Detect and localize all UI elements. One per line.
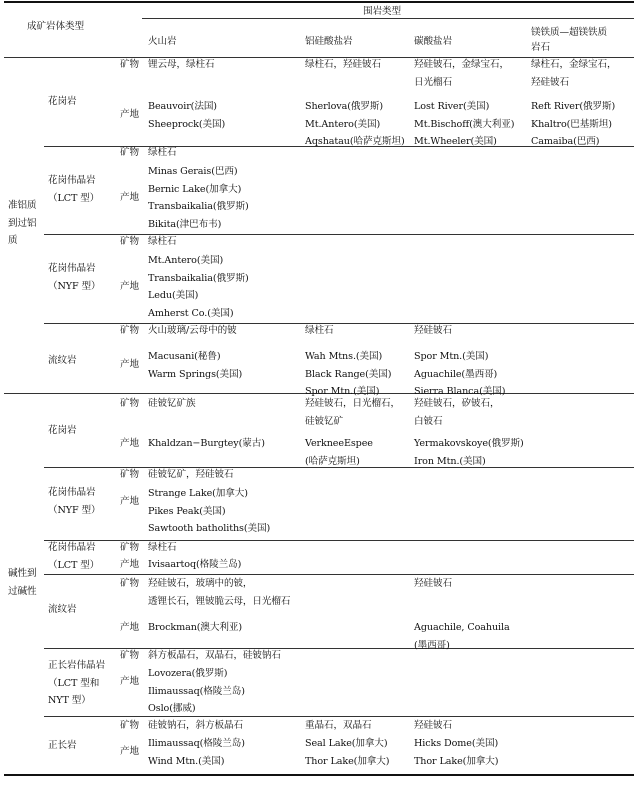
origin-carbonate: Hicks Dome(美国)	[414, 738, 499, 749]
origin-carbonate: Sierra Blanca(美国)	[414, 386, 506, 397]
origin-aluminosilicate: VerkneeEspee	[305, 438, 373, 449]
origin-volcanic: Lovozera(俄罗斯)	[148, 668, 228, 679]
rock-type-name: 花岗伟晶岩	[48, 542, 96, 553]
row-divider	[44, 234, 634, 235]
origin-label: 产地	[120, 559, 139, 570]
mineral-aluminosilicate: 绿柱石	[305, 325, 334, 336]
origin-carbonate: Spor Mtn.(美国)	[414, 351, 489, 362]
origin-volcanic: Ilimaussaq(格陵兰岛)	[148, 738, 245, 749]
mineral-volcanic: 斜方板晶石，双晶石，硅铍钠石	[148, 650, 281, 661]
origin-carbonate: Aguachile(墨西哥)	[414, 368, 498, 380]
mineral-volcanic: 绿柱石	[148, 236, 177, 247]
origin-volcanic: Minas Gerais(巴西)	[148, 166, 238, 177]
row-divider	[44, 648, 634, 649]
origin-label: 产地	[120, 359, 139, 370]
origin-volcanic: Transbaikalia(俄罗斯)	[148, 272, 249, 284]
rock-type-name: 流纹岩	[48, 355, 77, 366]
mineral-volcanic: 绿柱石	[148, 147, 177, 158]
origin-volcanic: Ivisaartoq(格陵兰岛)	[148, 559, 242, 570]
origin-volcanic: Amherst Co.(美国)	[148, 307, 234, 319]
mineral-aluminosilicate: 重晶石，双晶石	[305, 720, 372, 731]
origin-carbonate: Mt.Wheeler(美国)	[414, 136, 497, 147]
origin-label: 产地	[120, 109, 139, 120]
mineral-carbonate: 羟硅铍石	[414, 325, 452, 336]
rock-type-name: （LCT 型和	[48, 677, 100, 689]
rock-type-name: （LCT 型）	[48, 559, 100, 571]
mineral-carbonate: 羟硅铍石，金绿宝石，	[414, 59, 509, 70]
origin-volcanic: Strange Lake(加拿大)	[148, 488, 248, 499]
rock-type-name: 花岗伟晶岩	[48, 263, 96, 274]
mineral-aluminosilicate: 硅铍钇矿	[305, 415, 343, 427]
mineral-carbonate: 羟硅铍石	[414, 720, 452, 731]
origin-aluminosilicate: Wah Mtns.(美国)	[305, 351, 383, 362]
mineral-carbonate: 日光榴石	[414, 76, 452, 88]
row-divider	[44, 574, 634, 575]
row-divider	[44, 716, 634, 717]
mineral-label: 矿物	[120, 325, 139, 336]
row-divider	[44, 540, 634, 541]
mineral-volcanic: 火山玻璃/云母中的铍	[148, 325, 237, 336]
origin-label: 产地	[120, 496, 139, 507]
origin-volcanic: Ledu(美国)	[148, 290, 199, 301]
mineral-volcanic: 透锂长石，锂铍脆云母，日光榴石	[148, 595, 291, 607]
origin-volcanic: Transbaikalia(俄罗斯)	[148, 201, 249, 212]
header-col-volcanic: 火山岩	[148, 36, 177, 47]
header-col-mafic: 镁铁质—超镁铁质	[531, 27, 607, 38]
mineral-volcanic: 硅铍钇矿族	[148, 398, 196, 409]
rock-type-name: （NYF 型）	[48, 280, 101, 292]
origin-aluminosilicate: Mt.Antero(美国)	[305, 118, 381, 130]
origin-aluminosilicate: Seal Lake(加拿大)	[305, 738, 388, 749]
header-bottom-rule	[4, 57, 634, 58]
rock-type-name: 花岗岩	[48, 96, 77, 107]
origin-aluminosilicate: Black Range(美国)	[305, 368, 392, 380]
mineral-volcanic: 锂云母，绿柱石	[148, 59, 215, 70]
mineral-carbonate: 羟硅铍石	[414, 578, 452, 589]
mineral-volcanic: 羟硅铍石，玻璃中的铍，	[148, 578, 253, 589]
rock-type-name: NYT 型）	[48, 695, 91, 706]
header-col-aluminosilicate: 铝硅酸盐岩	[305, 36, 353, 47]
header-col-mafic-2: 岩石	[531, 42, 550, 53]
mineral-volcanic: 硅铍钠石，斜方板晶石	[148, 720, 243, 731]
origin-volcanic: Bikita(津巴布韦)	[148, 218, 222, 230]
mineral-label: 矿物	[120, 236, 139, 247]
header-host-rock-type: 成矿岩体类型	[27, 21, 84, 32]
rock-type-name: （LCT 型）	[48, 192, 100, 204]
mineral-mafic: 羟硅铍石	[531, 76, 569, 88]
origin-volcanic: Bernic Lake(加拿大)	[148, 183, 242, 195]
mineral-label: 矿物	[120, 542, 139, 553]
rock-type-name: 流纹岩	[48, 604, 77, 615]
mineral-carbonate: 羟硅铍石，矽铍石，	[414, 398, 500, 409]
header-wall-rock-type: 围岩类型	[363, 6, 401, 17]
origin-aluminosilicate: Sherlova(俄罗斯)	[305, 101, 383, 112]
bottom-rule	[4, 774, 634, 776]
origin-volcanic: Khaldzan−Burgtey(蒙古)	[148, 438, 265, 449]
origin-volcanic: Beauvoir(法国)	[148, 101, 217, 112]
rock-type-name: 花岗伟晶岩	[48, 487, 96, 498]
rock-type-name: （NYF 型）	[48, 504, 101, 516]
group-label: 过碱性	[8, 585, 37, 597]
mineral-label: 矿物	[120, 147, 139, 158]
origin-aluminosilicate: Thor Lake(加拿大)	[305, 755, 390, 767]
mineral-label: 矿物	[120, 59, 139, 70]
origin-label: 产地	[120, 746, 139, 757]
origin-mafic: Reft River(俄罗斯)	[531, 101, 616, 112]
rock-type-name: 正长岩伟晶岩	[48, 660, 105, 671]
origin-carbonate: (墨西哥)	[414, 639, 450, 651]
origin-volcanic: Sawtooth batholiths(美国)	[148, 523, 271, 534]
origin-label: 产地	[120, 281, 139, 292]
origin-label: 产地	[120, 192, 139, 203]
mineral-aluminosilicate: 绿柱石，羟硅铍石	[305, 59, 381, 70]
mineral-volcanic: 绿柱石	[148, 542, 177, 553]
origin-volcanic: Warm Springs(美国)	[148, 368, 243, 380]
origin-label: 产地	[120, 438, 139, 449]
origin-mafic: Khaltro(巴基斯坦)	[531, 118, 612, 130]
header-col-carbonate: 碳酸盐岩	[414, 36, 452, 47]
mineral-label: 矿物	[120, 720, 139, 731]
mineral-aluminosilicate: 羟硅铍石，日光榴石，	[305, 398, 400, 409]
group-label: 碱性到	[8, 568, 37, 579]
group-label: 准铝质	[8, 200, 37, 211]
origin-volcanic: Sheeprock(美国)	[148, 118, 226, 130]
origin-volcanic: Wind Mtn.(美国)	[148, 755, 225, 767]
rock-type-name: 花岗岩	[48, 425, 77, 436]
origin-carbonate: Yermakovskoye(俄罗斯)	[414, 438, 524, 449]
origin-aluminosilicate: (哈萨克斯坦)	[305, 455, 360, 467]
origin-volcanic: Oslo(挪威)	[148, 703, 196, 714]
group-label: 质	[8, 235, 18, 246]
mineral-carbonate: 白铍石	[414, 415, 443, 427]
origin-volcanic: Mt.Antero(美国)	[148, 255, 224, 266]
origin-volcanic: Brockman(澳大利亚)	[148, 622, 243, 633]
header-divider	[142, 18, 634, 19]
rock-type-name: 正长岩	[48, 740, 77, 751]
origin-carbonate: Thor Lake(加拿大)	[414, 755, 499, 767]
origin-carbonate: Iron Mtn.(美国)	[414, 455, 486, 467]
origin-carbonate: Mt.Bischoff(澳大利亚)	[414, 118, 515, 130]
mineral-label: 矿物	[120, 650, 139, 661]
mineral-volcanic: 硅铍钇矿，羟硅铍石	[148, 469, 234, 480]
rock-type-name: 花岗伟晶岩	[48, 175, 96, 186]
origin-label: 产地	[120, 622, 139, 633]
origin-aluminosilicate: Spor Mtn.(美国)	[305, 386, 380, 397]
origin-mafic: Camaiba(巴西)	[531, 136, 600, 147]
mineral-label: 矿物	[120, 469, 139, 480]
origin-volcanic: Pikes Peak(美国)	[148, 505, 226, 517]
mineral-label: 矿物	[120, 578, 139, 589]
origin-aluminosilicate: Aqshatau(哈萨克斯坦)	[305, 136, 405, 147]
origin-volcanic: Macusani(秘鲁)	[148, 351, 221, 362]
row-divider	[44, 323, 634, 324]
group-label: 到过铝	[8, 217, 37, 229]
origin-carbonate: Lost River(美国)	[414, 101, 490, 112]
origin-label: 产地	[120, 676, 139, 687]
mineral-mafic: 绿柱石，金绿宝石，	[531, 59, 617, 70]
top-rule	[4, 1, 634, 3]
mineral-label: 矿物	[120, 398, 139, 409]
origin-carbonate: Aguachile, Coahuila	[414, 622, 510, 633]
origin-volcanic: Ilimaussaq(格陵兰岛)	[148, 685, 245, 697]
